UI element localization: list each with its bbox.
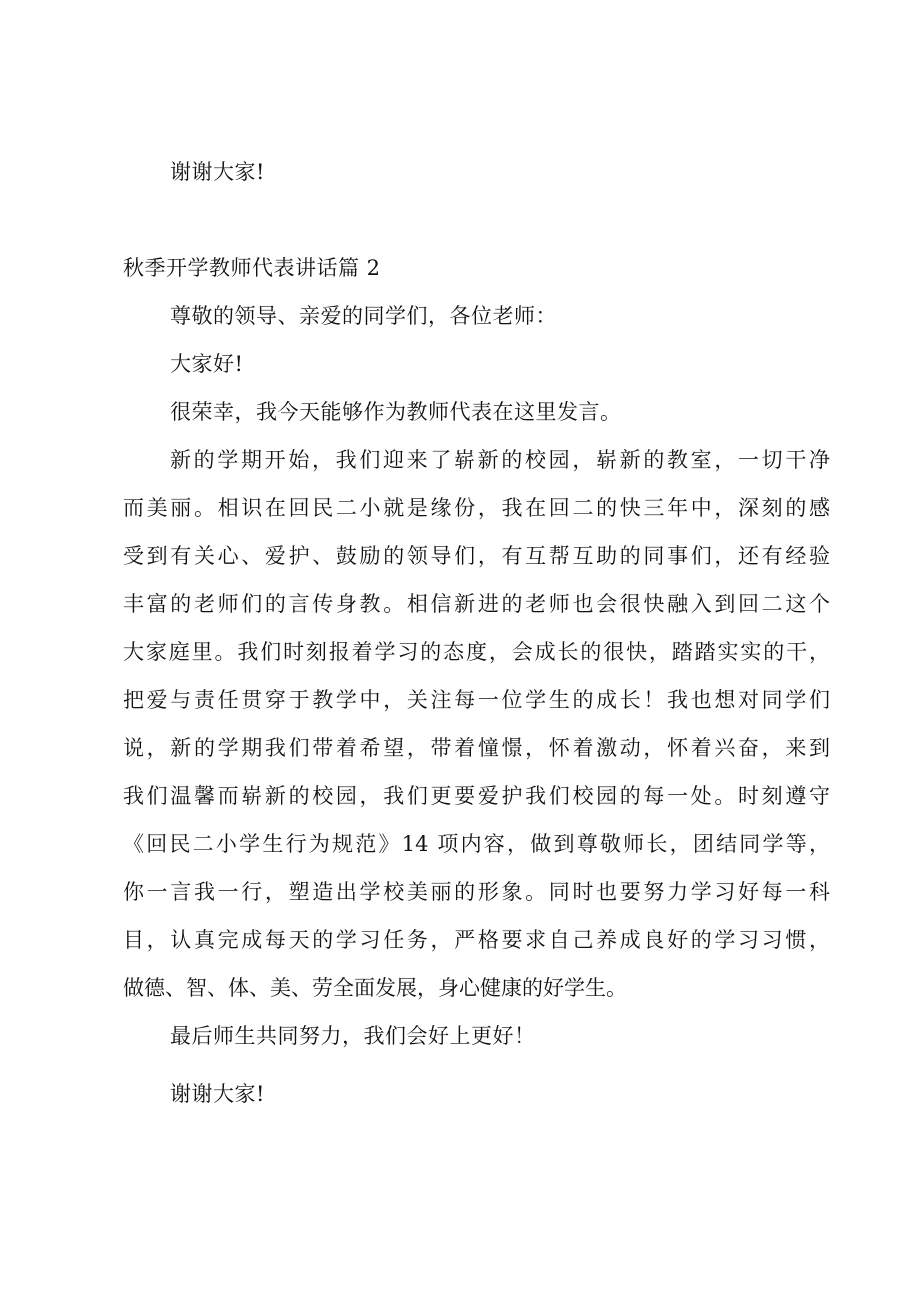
body-line: 而美丽。相识在回民二小就是缘份，我在回二的快三年中，深刻的感: [123, 496, 830, 520]
body-line: 我们温馨而崭新的校园，我们更要爱护我们校园的每一处。时刻遵守: [123, 784, 830, 808]
section-title: 秋季开学教师代表讲话篇 2: [123, 256, 381, 280]
closing-text-bottom: 谢谢大家!: [170, 1082, 265, 1106]
body-line: 《回民二小学生行为规范》14 项内容，做到尊敬师长，团结同学等，: [123, 832, 830, 856]
body-line: 目，认真完成每天的学习任务，严格要求自己养成良好的学习习惯，: [123, 928, 830, 952]
salutation: 尊敬的领导、亲爱的同学们，各位老师：: [170, 304, 557, 328]
body-line: 做德、智、体、美、劳全面发展，身心健康的好学生。: [123, 976, 627, 1000]
greeting: 大家好!: [170, 352, 244, 376]
body-line: 说，新的学期我们带着希望，带着憧憬，怀着激动，怀着兴奋，来到: [123, 736, 830, 760]
body-line: 受到有关心、爱护、鼓励的领导们，有互帮互助的同事们，还有经验: [123, 544, 830, 568]
body-line: 新的学期开始，我们迎来了崭新的校园，崭新的教室，一切干净: [170, 448, 830, 472]
intro-paragraph: 很荣幸，我今天能够作为教师代表在这里发言。: [170, 400, 622, 424]
closing-text-top: 谢谢大家!: [170, 160, 265, 184]
body-line: 丰富的老师们的言传身教。相信新进的老师也会很快融入到回二这个: [123, 592, 830, 616]
body-line: 你一言我一行，塑造出学校美丽的形象。同时也要努力学习好每一科: [123, 880, 830, 904]
closing-wish: 最后师生共同努力，我们会好上更好！: [170, 1024, 536, 1048]
body-line: 把爱与责任贯穿于教学中，关注每一位学生的成长！我也想对同学们: [123, 688, 830, 712]
body-line: 大家庭里。我们时刻报着学习的态度，会成长的很快，踏踏实实的干，: [123, 640, 830, 664]
